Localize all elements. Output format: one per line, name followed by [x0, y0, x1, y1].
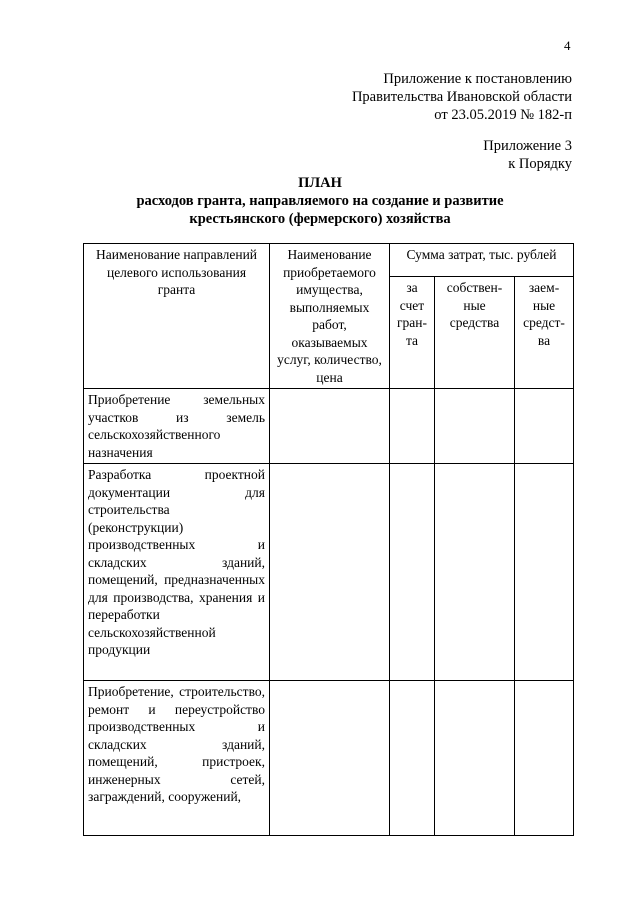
table-cell	[515, 681, 574, 836]
table-cell	[435, 681, 515, 836]
appendix-decree-block	[352, 70, 572, 124]
table-cell	[390, 464, 435, 681]
header-property: Наименование приобретаемого имущества, выполняемых работ, оказываемых услуг, количество, цена	[270, 244, 390, 389]
title-line: крестьянского (фермерского) хозяйства	[189, 211, 451, 227]
table-cell	[390, 681, 435, 836]
table-cell	[270, 389, 390, 464]
table-cell	[435, 389, 515, 464]
appendix-line: к Порядку	[508, 156, 572, 172]
header-directions: Наименование направлений целевого использования гранта	[84, 244, 270, 389]
header-own-funds: собствен-ные средства	[435, 277, 515, 389]
table-cell	[435, 464, 515, 681]
table-cell	[515, 464, 574, 681]
table-row	[84, 389, 574, 464]
appendix-line: Правительства Ивановской области	[351, 89, 572, 105]
table-row	[84, 464, 574, 681]
title-line: расходов гранта, направляемого на создание и развитие	[136, 193, 504, 209]
row-label: Разработка проектной документации для строительства (реконструкции) производственных и складских зданий, помещений, предназначенных для производства, хранения и переработки сельскохозяйственной продукции	[84, 464, 270, 681]
row-label: Приобретение земельных участков из земель сельскохозяйственного назначения	[84, 389, 270, 464]
row-label: Приобретение, строительство, ремонт и переустройство производственных и складских зданий, помещений, пристроек, инженерных сетей, заграждений, сооружений,	[84, 681, 270, 836]
header-grant-funds: за счет гран-та	[390, 277, 435, 389]
table-cell	[390, 389, 435, 464]
table-cell	[270, 464, 390, 681]
appendix-order-block	[483, 137, 572, 173]
header-borrowed-funds: заем-ные средст-ва	[515, 277, 574, 389]
header-cost-sum: Сумма затрат, тыс. рублей	[390, 244, 574, 277]
appendix-line: от 23.05.2019 № 182-п	[434, 107, 572, 123]
table-row	[84, 681, 574, 836]
table-cell	[270, 681, 390, 836]
appendix-line: Приложение к постановлению	[383, 71, 572, 87]
expense-plan-table	[83, 243, 574, 836]
table-header-row	[84, 244, 574, 277]
page-number: 4	[564, 38, 571, 53]
document-title	[0, 174, 640, 228]
table-cell	[515, 389, 574, 464]
appendix-line: Приложение 3	[483, 138, 572, 154]
title-line: ПЛАН	[298, 175, 342, 191]
